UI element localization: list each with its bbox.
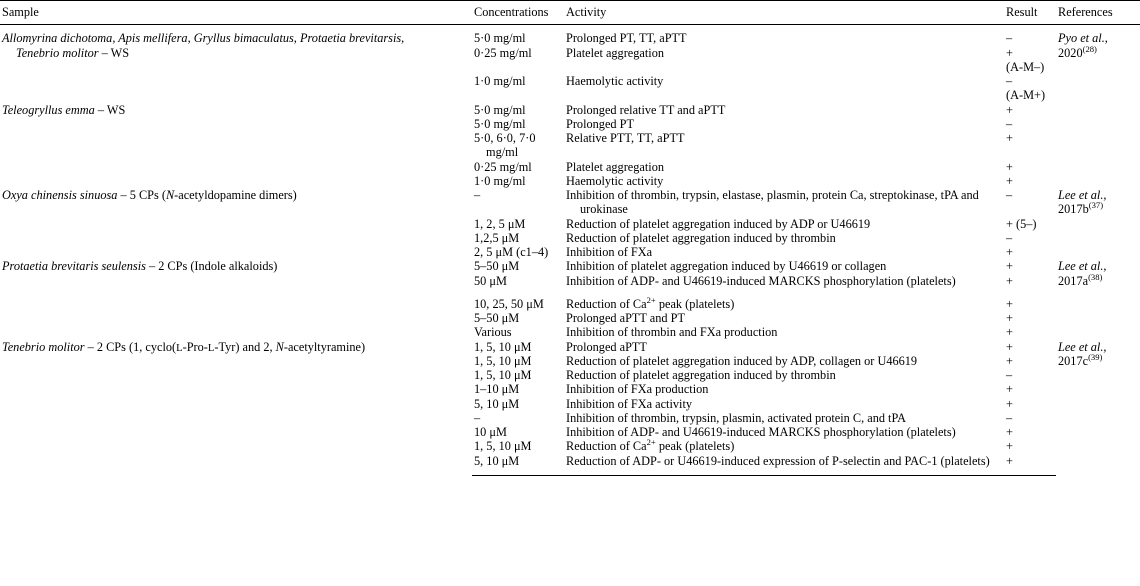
activity-cell: Prolonged aPTT	[566, 339, 647, 354]
result-cell: (A-M+)	[1006, 88, 1046, 103]
result-cell-empty	[1004, 288, 1056, 297]
reference-cell	[1056, 340, 1140, 476]
column-header-sample: Sample	[0, 1, 472, 25]
concentration-cell: 2, 5 μM (c1–4)	[474, 245, 549, 259]
result-cell: +	[1006, 296, 1013, 311]
reference-year: 2017c	[1058, 353, 1089, 368]
activity-cell: Reduction of platelet aggregation induced by ADP or U46619	[566, 216, 871, 231]
concentration-cell: 5, 10 μM	[474, 396, 520, 411]
concentration-cell: 0·25 mg/ml	[474, 159, 532, 174]
activity-cell: Reduction of platelet aggregation induced by ADP, collagen or U46619	[566, 353, 918, 368]
charge-superscript: 2+	[646, 294, 656, 305]
table-row	[0, 340, 1140, 354]
concentration-cell: 1·0 mg/ml	[474, 173, 526, 188]
sample-species: Oxya chinensis sinuosa	[2, 188, 118, 202]
activity-cell: Platelet aggregation	[566, 159, 664, 174]
result-cell: +	[1006, 131, 1013, 145]
activity-cell: Inhibition of FXa	[566, 245, 653, 259]
activity-cell: Reduction of $Ca^{2+}$ peak (platelets)	[566, 294, 735, 311]
sample-form: – 2 CPs (1, cyclo(L-Pro-L-Tyr) and 2, N-acetyltyramine)	[84, 339, 366, 354]
reference-author: Pyo et al.,	[1058, 31, 1108, 46]
table-row	[0, 74, 1140, 88]
reference-author: Lee et al.,	[1058, 339, 1107, 354]
result-cell: +	[1006, 273, 1013, 288]
activity-cell: Prolonged PT, TT, aPTT	[566, 31, 687, 46]
table-row	[0, 188, 1140, 217]
reference-cell-empty	[1056, 103, 1140, 189]
concentration-cell: 10, 25, 50 μM	[474, 296, 544, 311]
concentration-cell: 5·0 mg/ml	[474, 102, 526, 117]
activity-cell: Reduction of $Ca^{2+}$ peak (platelets)	[566, 437, 735, 454]
reference-cell-empty	[1056, 74, 1140, 88]
sample-cell	[0, 259, 472, 325]
result-cell: +	[1006, 45, 1013, 60]
reference-superscript: (38)	[1088, 271, 1103, 282]
reference-cell-empty	[1056, 88, 1140, 102]
column-header-concentrations: Concentrations	[472, 1, 564, 25]
result-cell: +	[1006, 102, 1013, 117]
activity-cell: Inhibition of thrombin, trypsin, elastase, plasmin, protein Ca, streptokinase, tPA and urokinase	[566, 188, 979, 217]
table-header-row	[0, 1, 1140, 25]
concentration-cell: 5–50 μM	[474, 259, 520, 274]
result-cell: –	[1006, 230, 1013, 245]
sample-form: – 5 CPs (N-acetyldopamine dimers)	[117, 188, 297, 202]
reference-cell	[1056, 259, 1140, 325]
result-cell: +	[1006, 259, 1013, 274]
reference-cell	[1056, 188, 1140, 259]
column-header-activity: Activity	[564, 1, 1004, 25]
table-head	[0, 1, 1140, 25]
activity-cell	[564, 88, 1004, 102]
reference-superscript: (39)	[1088, 351, 1103, 362]
result-cell: + (5–)	[1006, 216, 1037, 231]
concentration-cell: 0·25 mg/ml	[474, 45, 532, 60]
sample-form: – WS	[94, 102, 126, 117]
concentration-cell-empty	[472, 288, 564, 297]
activity-cell: Platelet aggregation	[566, 45, 664, 60]
result-cell: +	[1006, 439, 1013, 454]
reference-superscript: (28)	[1082, 43, 1097, 54]
activity-cell: Relative PTT, TT, aPTT	[566, 131, 685, 145]
concentration-cell: –	[474, 410, 481, 425]
reference-year: 2017a	[1058, 273, 1089, 288]
reference-cell	[1056, 25, 1140, 60]
sample-species: Protaetia brevitaris seulensis	[2, 259, 146, 274]
reference-year: 2017b	[1058, 202, 1089, 217]
table-row	[0, 325, 1140, 339]
concentration-cell: 1, 5, 10 μM	[474, 339, 532, 354]
concentration-cell: 1, 5, 10 μM	[474, 353, 532, 368]
result-cell: –	[1006, 368, 1013, 382]
concentration-cell: 1·0 mg/ml	[474, 74, 526, 88]
reference-year: 2020	[1058, 45, 1083, 60]
result-cell: –	[1006, 410, 1013, 425]
column-header-result: Result	[1004, 1, 1056, 25]
concentration-cell: 1, 5, 10 μM	[474, 368, 532, 382]
result-cell: +	[1006, 159, 1013, 174]
concentration-cell: –	[474, 188, 481, 202]
result-cell: –	[1006, 188, 1013, 202]
table-body	[0, 25, 1140, 476]
sample-form: – 2 CPs (Indole alkaloids)	[145, 259, 278, 274]
concentration-cell	[472, 88, 564, 102]
table-row	[0, 60, 1140, 74]
table-row	[0, 259, 1140, 273]
activity-cell: Inhibition of ADP- and U46619-induced MARCKS phosphorylation (platelets)	[566, 425, 956, 439]
sample-species-line1: Allomyrina dichotoma, Apis mellifera, Gryllus bimaculatus, Protaetia brevitarsis,	[2, 31, 405, 46]
concentration-cell	[472, 60, 564, 74]
activity-cell: Inhibition of FXa production	[566, 382, 709, 397]
concentration-cell: 5·0 mg/ml	[474, 31, 526, 46]
reference-author: Lee et al.,	[1058, 188, 1107, 202]
sample-species: Tenebrio molitor	[2, 339, 85, 354]
sample-cell	[0, 188, 472, 259]
concentration-cell: 1,2,5 μM	[474, 230, 520, 245]
concentration-cell: 5·0, 6·0, 7·0 mg/ml	[474, 131, 536, 160]
result-cell: +	[1006, 425, 1013, 439]
activity-cell: Prolonged relative TT and aPTT	[566, 102, 726, 117]
result-cell: –	[1006, 31, 1013, 46]
concentration-cell: 10 μM	[474, 425, 507, 439]
reference-cell-empty	[1056, 60, 1140, 74]
activity-cell: Prolonged PT	[566, 116, 634, 131]
result-cell: +	[1006, 325, 1013, 340]
sample-cell-empty	[0, 60, 472, 74]
activity-cell-empty	[564, 288, 1004, 297]
concentration-cell: 5, 10 μM	[472, 454, 564, 476]
activity-cell: Haemolytic activity	[566, 173, 664, 188]
charge-superscript: 2+	[646, 437, 656, 448]
result-cell: +	[1006, 339, 1013, 354]
activity-cell: Reduction of platelet aggregation induced by thrombin	[566, 230, 836, 245]
result-cell: +	[1004, 454, 1056, 476]
activity-cell: Reduction of platelet aggregation induced by thrombin	[566, 368, 836, 382]
activity-cell: Inhibition of thrombin, trypsin, plasmin, activated protein C, and tPA	[566, 410, 907, 425]
concentration-cell: 50 μM	[474, 273, 507, 288]
sample-cell-empty	[0, 88, 472, 102]
activity-cell: Reduction of ADP- or U46619-induced expression of P-selectin and PAC-1 (platelets)	[564, 454, 1004, 476]
activity-cell: Haemolytic activity	[566, 74, 664, 88]
activity-cell	[564, 60, 1004, 74]
concentration-cell: 1–10 μM	[474, 382, 520, 397]
result-cell: –	[1006, 116, 1013, 131]
sample-cell	[0, 103, 472, 189]
activity-cell: Inhibition of ADP- and U46619-induced MARCKS phosphorylation (platelets)	[566, 273, 956, 288]
column-header-references: References	[1056, 1, 1140, 25]
sample-cell	[0, 25, 472, 60]
sample-species-line2: Tenebrio molitor – WS	[16, 45, 130, 60]
concentration-cell: 1, 5, 10 μM	[474, 439, 532, 454]
activity-cell: Prolonged aPTT and PT	[566, 311, 685, 325]
result-cell: –	[1006, 74, 1013, 88]
result-cell: +	[1006, 245, 1013, 259]
result-cell: +	[1006, 396, 1013, 411]
reference-cell-empty	[1056, 325, 1140, 339]
sample-species: Teleogryllus emma	[2, 102, 95, 117]
table-row	[0, 103, 1140, 117]
sample-cell	[0, 340, 472, 476]
concentration-cell: 5–50 μM	[474, 311, 520, 325]
concentration-cell: 5·0 mg/ml	[474, 116, 526, 131]
concentration-cell: Various	[474, 325, 512, 340]
activity-cell: Inhibition of FXa activity	[566, 396, 693, 411]
result-cell: (A-M–)	[1006, 59, 1045, 74]
result-cell: +	[1006, 353, 1013, 368]
concentration-cell: 1, 2, 5 μM	[474, 216, 526, 231]
table-row	[0, 88, 1140, 102]
table-row	[0, 25, 1140, 46]
result-cell: +	[1006, 173, 1013, 188]
activity-cell: Inhibition of thrombin and FXa production	[566, 325, 778, 340]
sample-cell-empty	[0, 325, 472, 339]
sample-cell-empty	[0, 74, 472, 88]
reference-superscript: (37)	[1088, 200, 1104, 211]
result-cell: +	[1006, 382, 1013, 397]
reference-author: Lee et al.,	[1058, 259, 1107, 274]
result-cell: +	[1006, 311, 1013, 325]
activity-cell: Inhibition of platelet aggregation induced by U46619 or collagen	[566, 259, 887, 274]
